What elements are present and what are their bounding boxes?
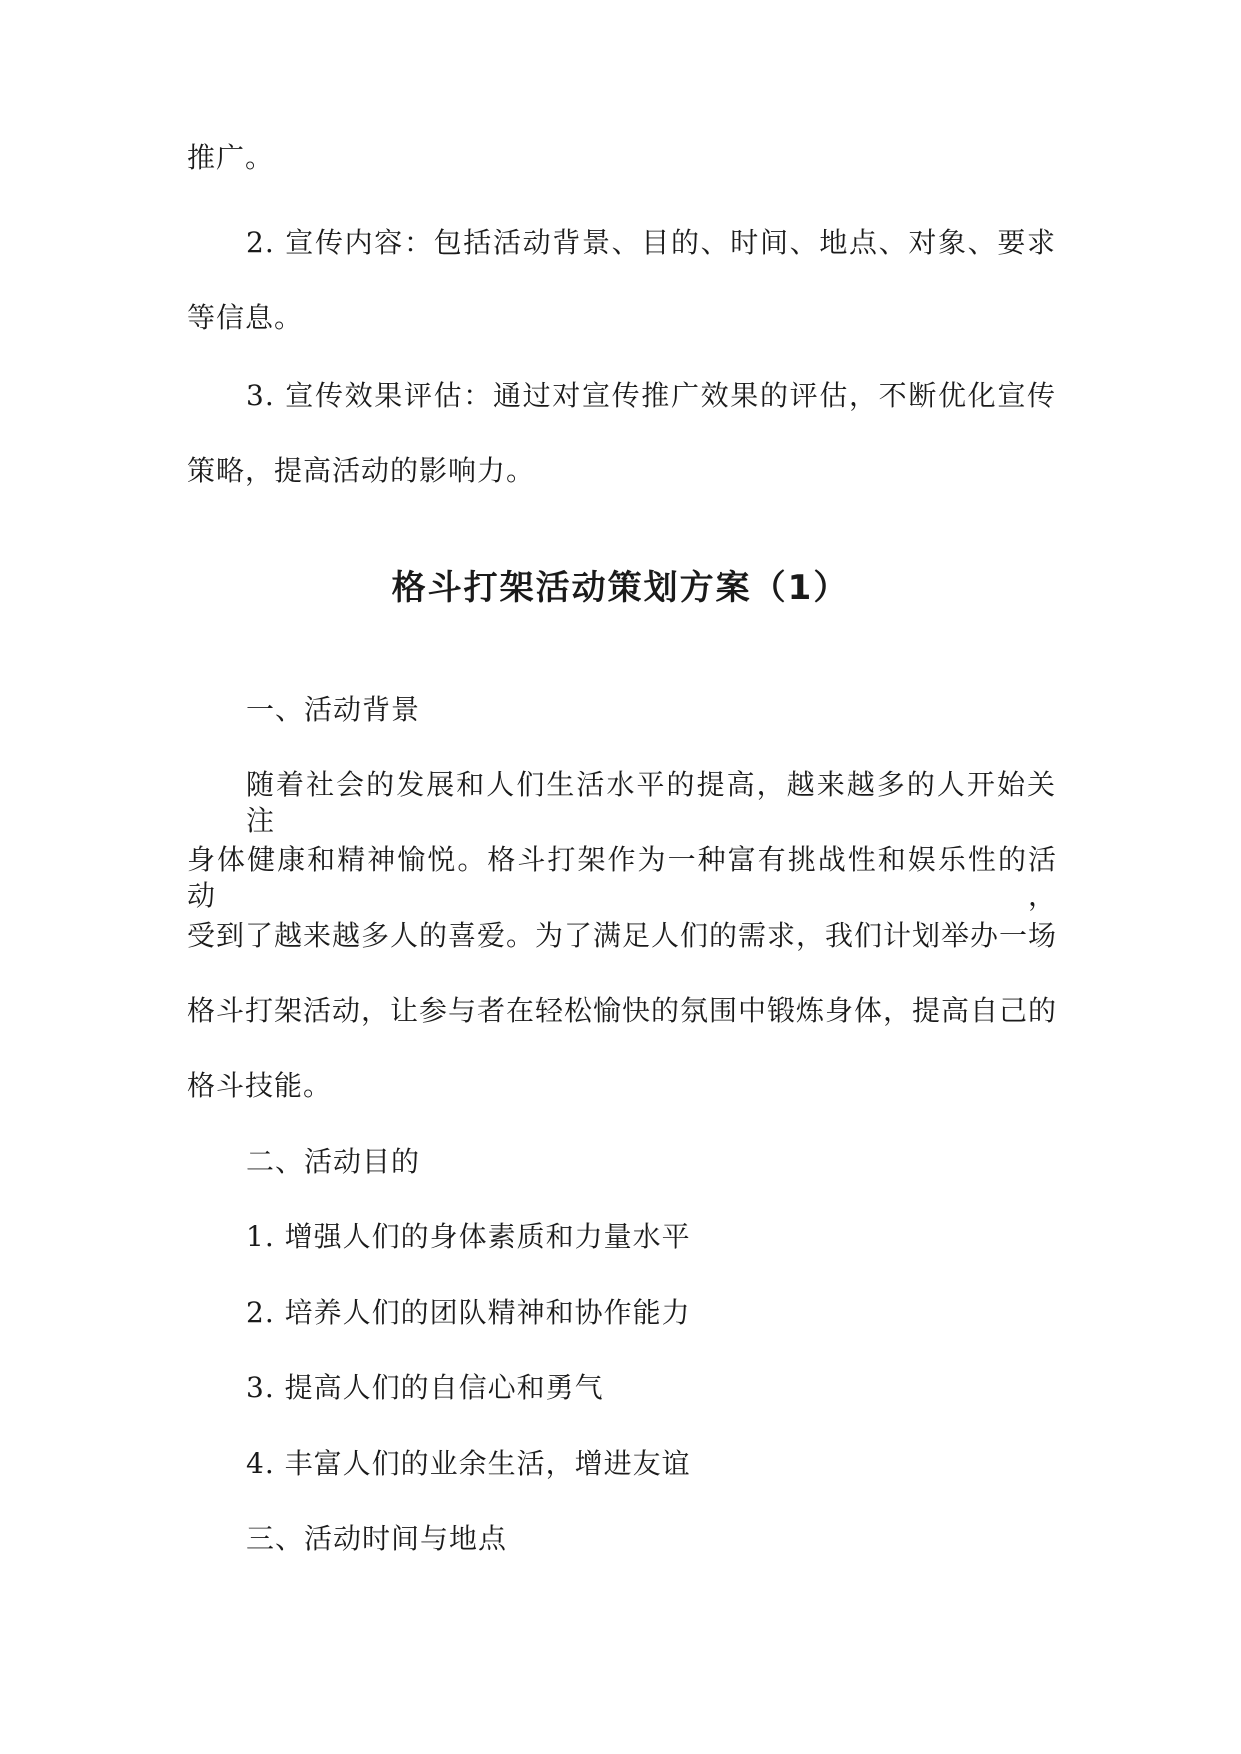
section-3-heading: 三、活动时间与地点	[246, 1522, 508, 1555]
section-1-para-line-3: 受到了越来越多人的喜爱。为了满足人们的需求，我们计划举办一场	[187, 919, 1058, 952]
intro-item-2-line-2: 等信息。	[187, 301, 304, 334]
intro-item-2-line-1: 2. 宣传内容：包括活动背景、目的、时间、地点、对象、要求	[246, 226, 1056, 259]
list-item: 3. 提高人们的自信心和勇气	[246, 1371, 604, 1404]
section-2-heading: 二、活动目的	[246, 1145, 421, 1178]
section-1-para-line-1: 随着社会的发展和人们生活水平的提高，越来越多的人开始关注	[246, 768, 1056, 837]
section-1-para-line-2: 身体健康和精神愉悦。格斗打架作为一种富有挑战性和娱乐性的活动，	[187, 843, 1057, 912]
section-1-heading: 一、活动背景	[246, 693, 421, 726]
intro-item-3-line-1: 3. 宣传效果评估：通过对宣传推广效果的评估，不断优化宣传	[246, 379, 1056, 412]
section-1-para-line-4: 格斗打架活动，让参与者在轻松愉快的氛围中锻炼身体，提高自己的	[187, 994, 1058, 1027]
list-item: 4. 丰富人们的业余生活，增进友谊	[246, 1447, 691, 1480]
intro-line-continuation: 推广。	[187, 141, 275, 174]
section-1-para-line-5: 格斗技能。	[187, 1069, 333, 1102]
intro-item-3-line-2: 策略，提高活动的影响力。	[187, 454, 536, 487]
list-item: 1. 增强人们的身体素质和力量水平	[246, 1220, 691, 1253]
list-item: 2. 培养人们的团队精神和协作能力	[246, 1296, 691, 1329]
document-title: 格斗打架活动策划方案（1）	[391, 568, 850, 608]
